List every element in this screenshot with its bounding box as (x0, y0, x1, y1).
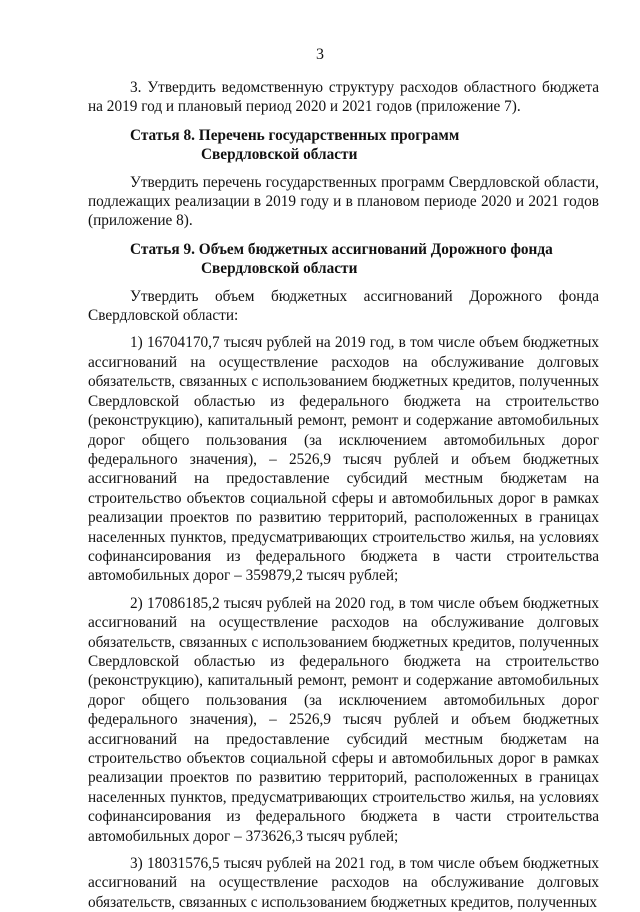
article-8-title-line1: Статья 8. Перечень государственных программ (130, 126, 460, 144)
article-9-heading (88, 240, 599, 279)
document-body (88, 78, 599, 912)
article-9-item-3: 3) 18031576,5 тысяч рублей на 2021 год, в том числе объем бюджетных ассигнований на осуществление расходов на обслуживание долговых обязательств, связанных с использованием бюджетных кредитов, полученных (88, 855, 599, 911)
article-8-title-line2: Свердловской области (201, 146, 358, 164)
article-8-heading (88, 126, 599, 165)
article-9-item-1: 1) 16704170,7 тысяч рублей на 2019 год, в том числе объем бюджетных ассигнований на осуществление расходов на обслуживание долговых обязательств, связанных с использованием бюджетных кредитов, полученных Свердловской областью из федерального бюджета на строительство (реконструкцию), капитальный ремонт, ремонт и содержание автомобильных дорог общего пользования (за исключением автомобильных дорог федерального значения), – 2526,9 тысяч рублей и объем бюджетных ассигнований на предоставление субсидий местным бюджетам на строительство объектов социальной сферы и автомобильных дорог в рамках реализации проектов по развитию территорий, расположенных в границах населенных пунктов, предусматривающих строительство жилья, на условиях софинансирования из федерального бюджета в части строительства автомобильных дорог – 359879,2 тысяч рублей; (88, 334, 599, 585)
page-number: 3 (316, 46, 324, 63)
article-9-title-line1: Статья 9. Объем бюджетных ассигнований Дорожного фонда (130, 240, 553, 258)
article-9-title-line2: Свердловской области (201, 260, 358, 278)
article-8-text: Утвердить перечень государственных программ Свердловской области, подлежащих реализации в 2019 году и в плановом периоде 2020 и 2021 годов (приложение 8). (88, 173, 599, 230)
article-9-intro: Утвердить объем бюджетных ассигнований Дорожного фонда Свердловской области: (88, 287, 599, 325)
article-9-item-2: 2) 17086185,2 тысяч рублей на 2020 год, в том числе объем бюджетных ассигнований на осуществление расходов на обслуживание долговых обязательств, связанных с использованием бюджетных кредитов, полученных Свердловской областью из федерального бюджета на строительство (реконструкцию), капитальный ремонт, ремонт и содержание автомобильных дорог общего пользования (за исключением автомобильных дорог федерального значения), – 2526,9 тысяч рублей и объем бюджетных ассигнований на предоставление субсидий местным бюджетам на строительство объектов социальной сферы и автомобильных дорог в рамках реализации проектов по развитию территорий, расположенных в границах населенных пунктов, предусматривающих строительство жилья, на условиях софинансирования из федерального бюджета в части строительства автомобильных дорог – 373626,3 тысяч рублей; (88, 594, 599, 845)
paragraph-item-3: 3. Утвердить ведомственную структуру расходов областного бюджета на 2019 год и плановый период 2020 и 2021 годов (приложение 7). (88, 79, 599, 116)
